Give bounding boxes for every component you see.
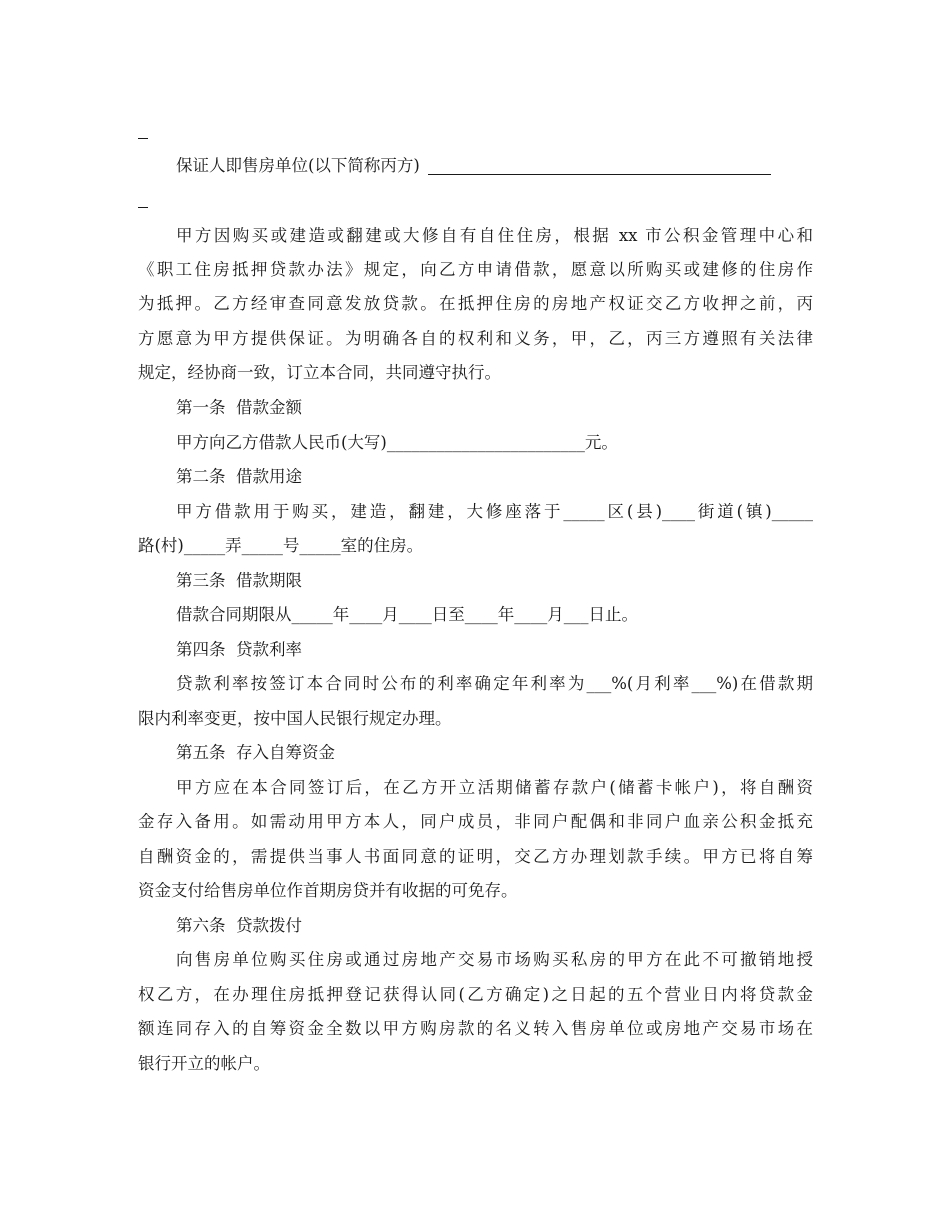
article-6-body-4: 银行开立的帐户。 bbox=[138, 1054, 270, 1073]
article-6-body-3: 额连同存入的自筹资金全数以甲方购房款的名义转入售房单位或房地产交易市场在 bbox=[138, 1019, 813, 1038]
intro-line-1: 甲方因购买或建造或翻建或大修自有自住住房，根据 xx 市公积金管理中心和 bbox=[176, 226, 813, 245]
article-2-body-1: 甲方借款用于购买，建造，翻建，大修座落于_____区(县)____街道(镇)_____ bbox=[176, 502, 813, 521]
article-6-title: 第六条 贷款拨付 bbox=[176, 916, 302, 935]
article-5-body-4: 资金支付给售房单位作首期房贷并有收据的可免存。 bbox=[138, 881, 518, 900]
article-5-body-2: 金存入备用。如需动用甲方本人，同户成员，非同户配偶和非同户血亲公积金抵充 bbox=[138, 812, 813, 831]
article-5-body-1: 甲方应在本合同签订后，在乙方开立活期储蓄存款户(储蓄卡帐户)，将自酬资 bbox=[176, 778, 813, 797]
intro-line-3: 为抵押。乙方经审查同意发放贷款。在抵押住房的房地产权证交乙方收押之前，丙 bbox=[138, 294, 813, 313]
intro-line-5: 规定，经协商一致，订立本合同，共同遵守执行。 bbox=[138, 363, 501, 382]
article-6-body-1: 向售房单位购买住房或通过房地产交易市场购买私房的甲方在此不可撤销地授 bbox=[176, 950, 813, 969]
article-5-body-3: 自酬资金的，需提供当事人书面同意的证明，交乙方办理划款手续。甲方已将自筹 bbox=[138, 847, 813, 866]
article-4-body-1: 贷款利率按签订本合同时公布的利率确定年利率为___%(月利率___%)在借款期 bbox=[176, 674, 813, 693]
article-6-body-2: 权乙方，在办理住房抵押登记获得认同(乙方确定)之日起的五个营业日内将贷款金 bbox=[138, 985, 813, 1004]
article-1-body: 甲方向乙方借款人民币(大写)________________________元。 bbox=[176, 433, 618, 452]
intro-line-2: 《职工住房抵押贷款办法》规定，向乙方申请借款，愿意以所购买或建修的住房作 bbox=[138, 260, 813, 279]
article-2-title: 第二条 借款用途 bbox=[176, 467, 302, 486]
intro-line-4: 方愿意为甲方提供保证。为明确各自的权利和义务，甲，乙，丙三方遵照有关法律 bbox=[138, 329, 813, 348]
article-1-title: 第一条 借款金额 bbox=[176, 398, 302, 417]
guarantor-blank bbox=[428, 162, 771, 175]
article-3-body: 借款合同期限从_____年____月____日至____年____月___日止。 bbox=[176, 605, 638, 624]
article-4-title: 第四条 贷款利率 bbox=[176, 640, 302, 659]
guarantor-label: 保证人即售房单位(以下简称丙方) bbox=[176, 156, 420, 175]
guarantor-line bbox=[176, 154, 813, 178]
blank-dash-1 bbox=[138, 138, 148, 139]
article-5-title: 第五条 存入自筹资金 bbox=[176, 743, 335, 762]
article-3-title: 第三条 借款期限 bbox=[176, 571, 302, 590]
blank-dash-2 bbox=[138, 207, 148, 208]
article-2-body-2: 路(村)_____弄_____号_____室的住房。 bbox=[138, 536, 424, 555]
article-4-body-2: 限内利率变更，按中国人民银行规定办理。 bbox=[138, 709, 452, 728]
